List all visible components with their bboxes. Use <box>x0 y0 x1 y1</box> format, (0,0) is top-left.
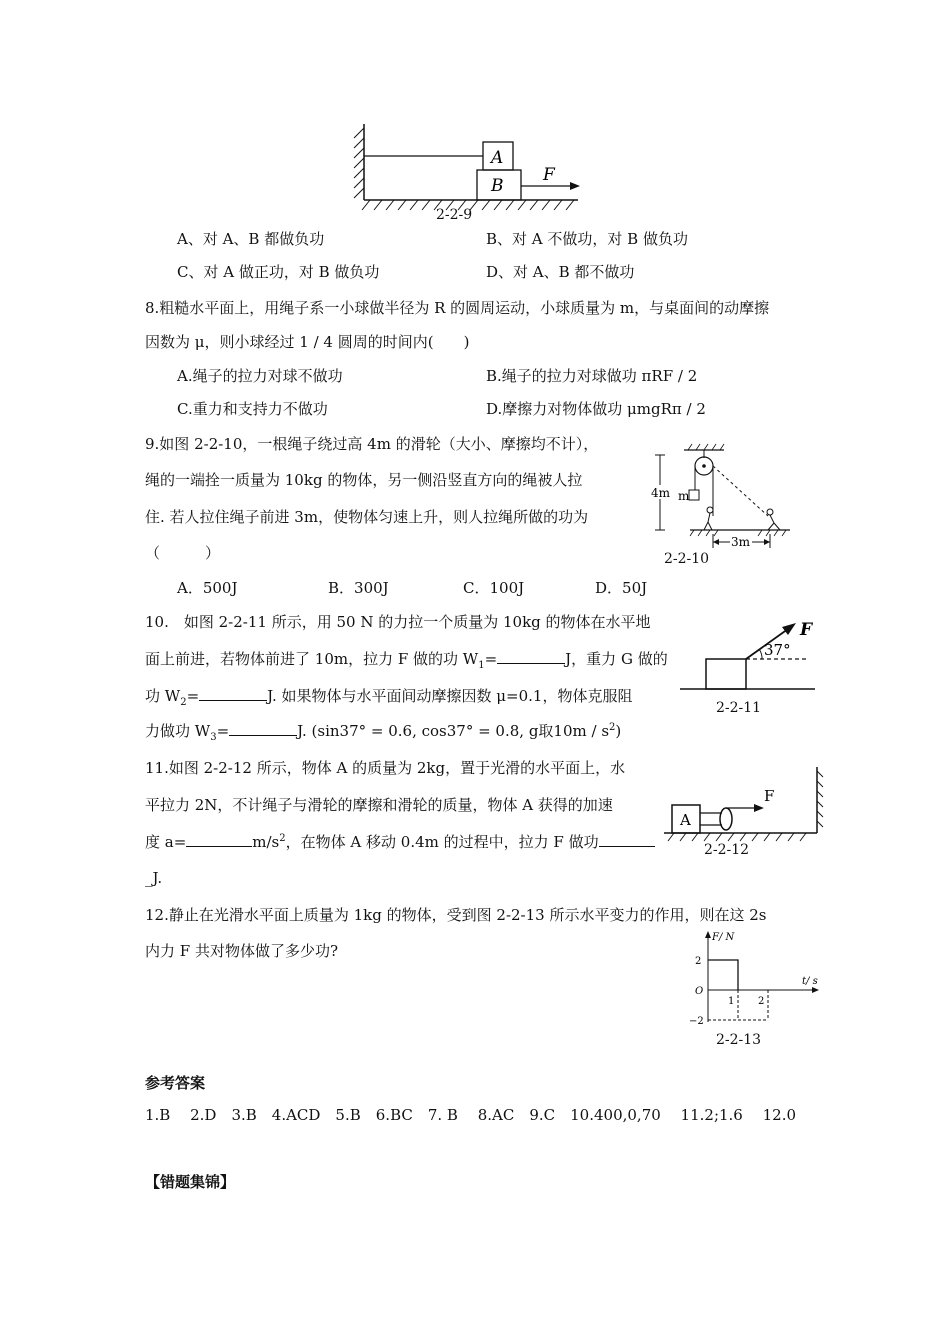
label-f: F <box>543 165 555 185</box>
pulley <box>720 808 732 830</box>
block <box>706 659 746 689</box>
caption-2-2-10: 2-2-10 <box>664 551 710 567</box>
q8-option-b: B.绳子的拉力对球做功 πRF / 2 <box>486 367 698 385</box>
label-37: 37° <box>764 641 791 659</box>
q8-option-d: D.摩擦力对物体做功 μmgRπ / 2 <box>486 400 706 418</box>
caption-2-2-11: 2-2-11 <box>716 700 762 716</box>
label-3m: 3m <box>731 535 751 549</box>
tick-y-2: 2 <box>695 956 702 967</box>
q9-line-3: 住. 若人拉住绳子前进 3m，使物体匀速上升，则人拉绳所做的功为 <box>145 508 589 526</box>
q11-line-2: 平拉力 2N，不计绳子与滑轮的摩擦和滑轮的质量，物体 A 获得的加速 <box>145 796 613 814</box>
q7-option-c: C、对 A 做正功，对 B 做负功 <box>177 263 380 281</box>
q9-line-4: （ ） <box>145 544 221 562</box>
q9-line-1: 9.如图 2-2-10，一根绳子绕过高 4m 的滑轮（大小、摩擦均不计）， <box>145 435 599 453</box>
q12-line-1: 12.静止在光滑水平面上质量为 1kg 的物体，受到图 2-2-13 所示水平变力的作用，则在这 2s <box>145 906 767 924</box>
tick-x-1: 1 <box>728 996 735 1007</box>
q7-option-b: B、对 A 不做功，对 B 做负功 <box>486 230 688 248</box>
q9-option-a: A．500J <box>177 579 238 597</box>
q7-option-a: A、对 A、B 都做负功 <box>177 230 325 248</box>
mass-block <box>689 490 699 500</box>
tick-x-2: 2 <box>758 996 765 1007</box>
q11-line-3: 度 $a= m/s^2$，在物体 A 移动 0.4m 的过程中，拉力 F 做功 <box>145 831 655 852</box>
label-f: F <box>764 787 775 805</box>
q10-line-3: 功 $W_2= J$. 如果物体与水平面间动摩擦因数 μ=0.1，物体克服阻 <box>145 687 633 708</box>
label-f: F <box>800 620 813 640</box>
blank-w3[interactable] <box>229 721 297 736</box>
tick-origin: O <box>695 986 704 997</box>
q8-line-1: 8.粗糙水平面上，用绳子系一小球做半径为 R 的圆周运动，小球质量为 m，与桌面间的动摩擦 <box>145 299 770 317</box>
label-4m: 4m <box>651 486 671 500</box>
axis-label-f: F/ N <box>712 932 735 943</box>
q12-line-2: 内力 F 共对物体做了多少功? <box>145 942 338 960</box>
blank-accel[interactable] <box>186 832 252 847</box>
q10-line-1: 10. 如图 2-2-11 所示，用 50 N 的力拉一个质量为 10kg 的物体在水平地 <box>145 613 651 631</box>
blank-work[interactable] <box>599 832 655 847</box>
label-m: m <box>678 489 690 503</box>
q10-line-4: 力做功 $W_3= J$. (sin37° = 0.6, cos37° = 0.8, g取$10m / s^2$) <box>145 722 622 743</box>
q10-line-2: 面上前进，若物体前进了 10m，拉力 F 做的功 $W_1= J$，重力 G 做的 <box>145 650 668 671</box>
answers-text: 1.B 2.D 3.B 4.ACD 5.B 6.BC 7. B 8.AC 9.C 10.400,0,70 11.2;1.6 12.0 <box>145 1106 797 1124</box>
q9-option-d: D．50J <box>595 579 648 597</box>
q7-option-d: D、对 A、B 都不做功 <box>486 263 635 281</box>
q9-line-2: 绳的一端拴一质量为 10kg 的物体，另一侧沿竖直方向的绳被人拉 <box>145 471 583 489</box>
label-a: A <box>680 811 691 829</box>
errors-section-title: 【错题集锦】 <box>145 1173 236 1191</box>
axis-label-t: t/ s <box>802 976 818 987</box>
caption-2-2-12: 2-2-12 <box>704 842 750 858</box>
label-b: B <box>491 176 504 196</box>
q8-option-a: A.绳子的拉力对球不做功 <box>177 367 343 385</box>
q11-line-4: _J. <box>145 869 163 887</box>
figure-2-2-11 <box>680 615 825 695</box>
figure-2-2-12 <box>660 765 825 850</box>
q9-option-b: B．300J <box>328 579 389 597</box>
figure-2-2-10 <box>650 440 800 550</box>
force-positive-segment <box>708 960 738 990</box>
caption-2-2-9: 2-2-9 <box>436 207 473 223</box>
tick-y-neg2: −2 <box>689 1016 704 1027</box>
blank-w1[interactable] <box>497 649 565 664</box>
blank-w2[interactable] <box>199 686 267 701</box>
label-a: A <box>491 148 504 168</box>
q11-line-1: 11.如图 2-2-12 所示，物体 A 的质量为 2kg，置于光滑的水平面上，水 <box>145 759 626 777</box>
figure-2-2-13 <box>686 928 821 1028</box>
q8-line-2: 因数为 μ，则小球经过 1 / 4 圆周的时间内( ) <box>145 333 470 351</box>
answers-title: 参考答案 <box>145 1074 206 1092</box>
q8-option-c: C.重力和支持力不做功 <box>177 400 328 418</box>
caption-2-2-13: 2-2-13 <box>716 1032 762 1048</box>
q9-option-c: C．100J <box>463 579 525 597</box>
